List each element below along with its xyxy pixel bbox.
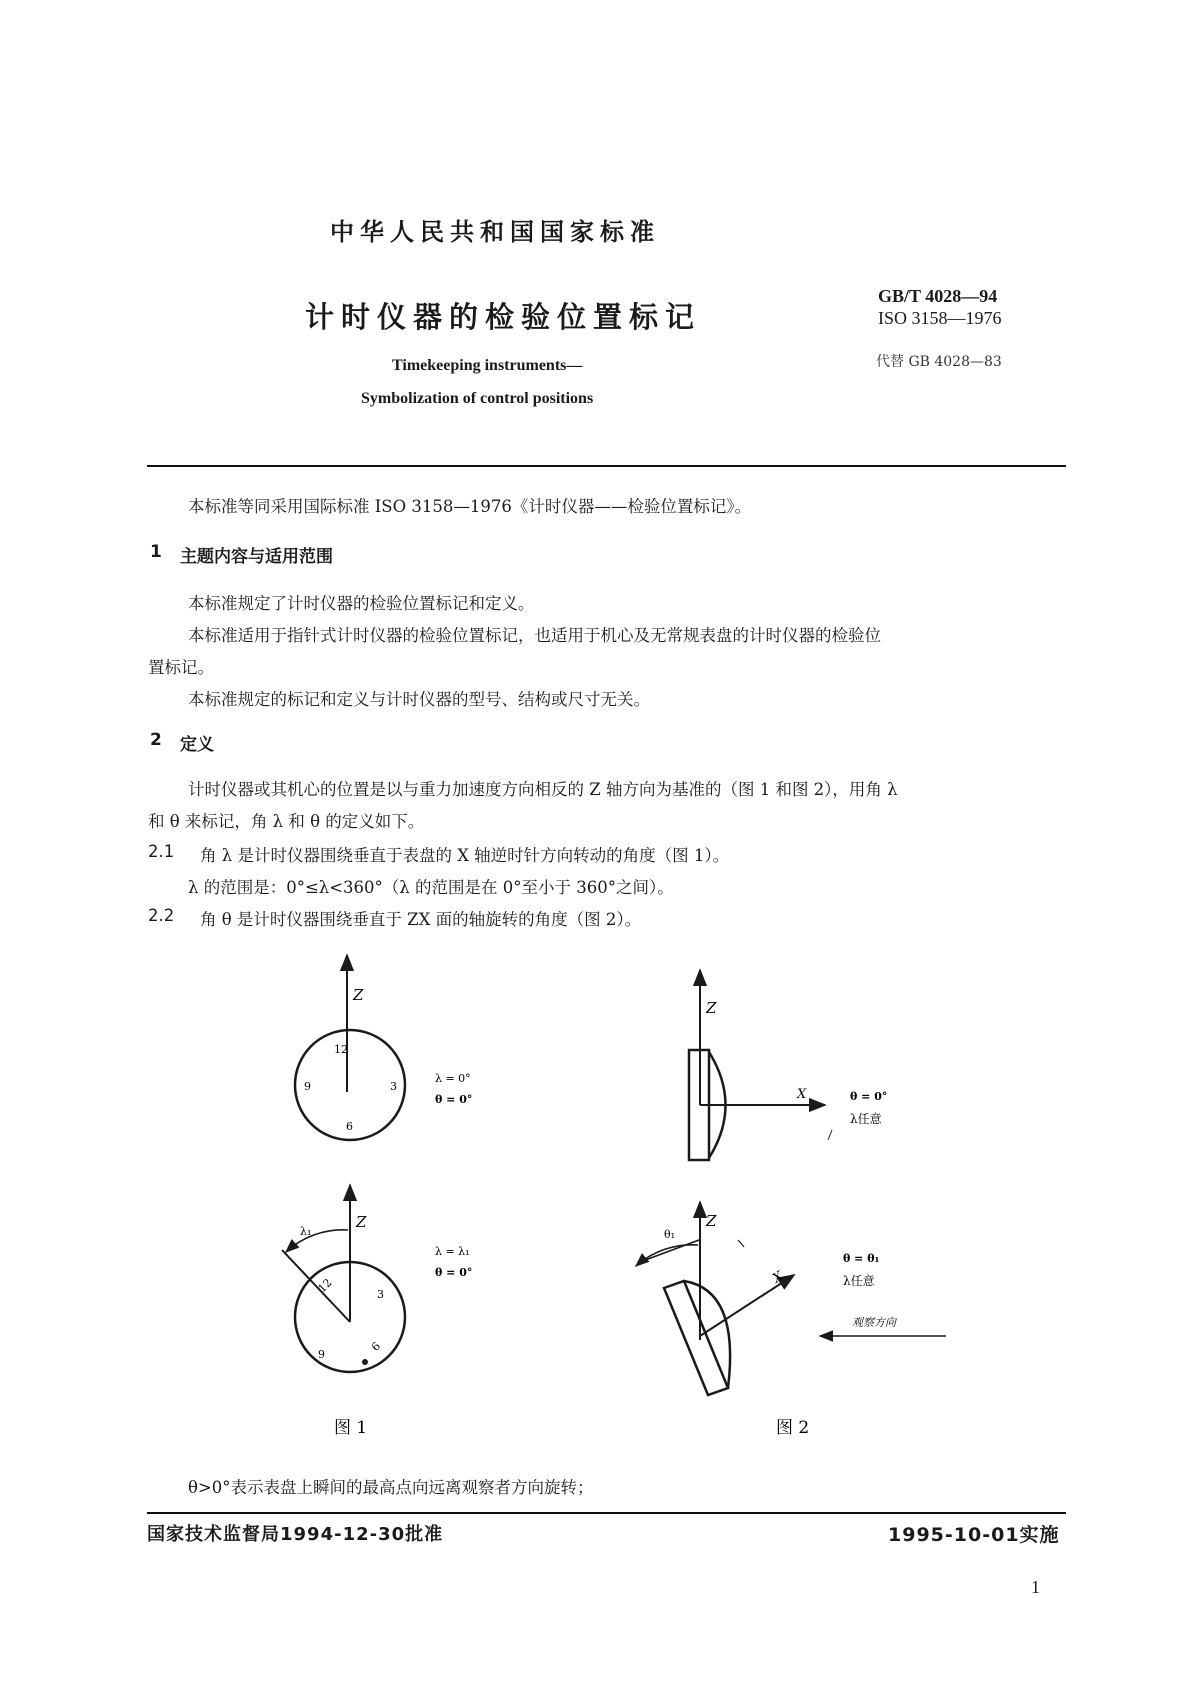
document-title-en-line1: Timekeeping instruments— <box>392 357 583 374</box>
fig1-bottom-3-label: 3 <box>377 1288 384 1301</box>
fig1-bottom-angle-label: λ₁ <box>300 1225 312 1238</box>
section2-title: 定义 <box>180 735 214 755</box>
replaces-note: 代替 GB 4028—83 <box>876 354 1002 370</box>
section1-number: 1 <box>150 542 162 562</box>
figure2-caption: 图 2 <box>776 1418 810 1438</box>
fig2-top-tick-mark <box>828 1130 832 1140</box>
figure1-caption: 图 1 <box>334 1418 368 1438</box>
section2-paragraph-line1: 计时仪器或其机心的位置是以与重力加速度方向相反的 Z 轴方向为基准的（图 1 和图 2），用角 λ <box>188 780 898 799</box>
effective-date: 1995-10-01实施 <box>888 1524 1060 1546</box>
intro-paragraph: 本标准等同采用国际标准 ISO 3158—1976《计时仪器——检验位置标记》。 <box>188 497 752 516</box>
section1-paragraph-1: 本标准规定了计时仪器的检验位置标记和定义。 <box>188 594 535 613</box>
fig2-top-theta-label: θ = 0° <box>850 1090 888 1103</box>
clause-2-1-text: 角 λ 是计时仪器围绕垂直于表盘的 X 轴逆时针方向转动的角度（图 1）。 <box>200 846 730 865</box>
fig1-bottom-z-label: Z <box>356 1213 367 1231</box>
fig1-top-12-label: 12 <box>334 1043 348 1056</box>
clause-2-2-number: 2.2 <box>148 906 175 925</box>
clause-2-1-number: 2.1 <box>148 842 175 861</box>
fig1-bottom-6-label: 6 <box>368 1339 384 1354</box>
fig1-top-3-label: 3 <box>390 1080 397 1093</box>
fig1-top-z-label: Z <box>353 986 364 1004</box>
clause-2-1-range: λ 的范围是：0°≤λ<360°（λ 的范围是在 0°至小于 360°之间）。 <box>188 878 674 897</box>
fig1-top-9-label: 9 <box>304 1080 311 1093</box>
approval-date: 国家技术监督局1994-12-30批准 <box>147 1524 444 1545</box>
fig1-top-6-label: 6 <box>346 1120 353 1133</box>
page-number: 1 <box>1031 1577 1040 1597</box>
document-title-en-line2: Symbolization of control positions <box>361 390 594 407</box>
fig2-top-x-label: X <box>797 1087 807 1102</box>
figure1-bottom-clock <box>282 1185 405 1372</box>
fig1-bottom-9-label: 9 <box>318 1348 325 1361</box>
document-title-cn: 计时仪器的检验位置标记 <box>305 300 702 334</box>
fig2-bottom-angle-arc <box>636 1245 698 1266</box>
section1-title: 主题内容与适用范围 <box>180 547 333 567</box>
fig2-bottom-x-label: X <box>770 1268 787 1287</box>
section1-paragraph-2-line1: 本标准适用于指针式计时仪器的检验位置标记，也适用于机心及无常规表盘的计时仪器的检验位 <box>188 626 881 645</box>
section1-paragraph-2-line2: 置标记。 <box>148 658 214 677</box>
national-standard-heading: 中华人民共和国国家标准 <box>330 218 660 246</box>
fig2-bottom-lambda-label: λ任意 <box>843 1274 875 1288</box>
fig2-bottom-angle-label: θ₁ <box>664 1228 676 1241</box>
section2-number: 2 <box>150 730 162 750</box>
fig2-bottom-theta-label: θ = θ₁ <box>843 1252 880 1265</box>
fig1-top-lambda-label: λ = 0° <box>435 1072 471 1085</box>
fig2-bottom-arc-leader <box>640 1240 699 1262</box>
fig2-top-lambda-label: λ任意 <box>850 1112 882 1126</box>
theta-note: θ>0°表示表盘上瞬间的最高点向远离观察者方向旋转； <box>188 1478 594 1497</box>
fig1-bottom-12-label: 12 <box>315 1276 335 1296</box>
fig2-bottom-arc-tail <box>738 1240 744 1247</box>
fig1-bottom-theta-label: θ = 0° <box>435 1266 473 1279</box>
standard-code-gb: GB/T 4028—94 <box>878 286 998 306</box>
standard-code-iso: ISO 3158—1976 <box>878 308 1002 328</box>
fig1-top-theta-label: θ = 0° <box>435 1093 473 1106</box>
footer-divider <box>147 1512 1066 1514</box>
fig1-bottom-lambda-label: λ = λ₁ <box>435 1245 470 1258</box>
fig1-bottom-dot <box>362 1359 368 1365</box>
fig2-bottom-case <box>664 1281 728 1395</box>
figure1-top-clock <box>295 955 405 1140</box>
fig2-top-z-label: Z <box>706 999 717 1017</box>
section1-paragraph-3: 本标准规定的标记和定义与计时仪器的型号、结构或尺寸无关。 <box>188 690 650 709</box>
fig2-bottom-z-label: Z <box>706 1212 717 1230</box>
figure2-bottom-tilted-view <box>636 1202 946 1395</box>
fig2-view-direction-label: 观察方向 <box>852 1316 896 1329</box>
clause-2-2-text: 角 θ 是计时仪器围绕垂直于 ZX 面的轴旋转的角度（图 2）。 <box>200 910 642 929</box>
fig1-bottom-angle-arc <box>286 1230 348 1252</box>
section2-paragraph-line2: 和 θ 来标记，角 λ 和 θ 的定义如下。 <box>148 812 425 831</box>
